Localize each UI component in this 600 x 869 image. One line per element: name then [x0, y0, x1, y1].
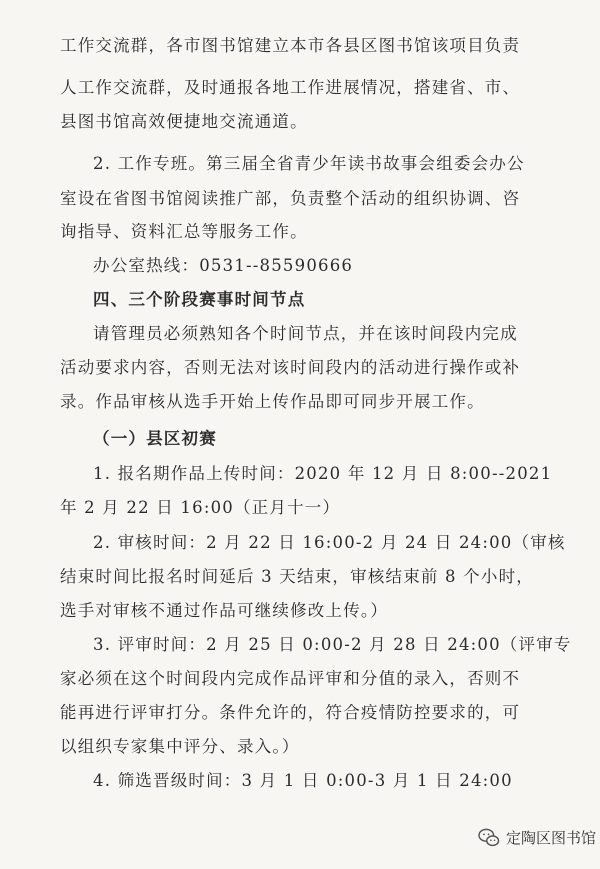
text-line: 录。作品审核从选手开始上传作品即可同步开展工作。 — [60, 392, 485, 411]
text-line: 工作交流群，各市图书馆建立本市各县区图书馆该项目负责 — [60, 36, 521, 55]
text-line: 室设在省图书馆阅读推广部，负责整个活动的组织协调、咨 — [60, 189, 521, 208]
text-line: 1. 报名期作品上传时间：2020 年 12 月 日 8:00--2021 — [93, 464, 553, 483]
text-line: 4. 筛选晋级时间：3 月 1 日 0:00-3 月 1 日 24:00 — [93, 771, 513, 790]
text-line: 2. 工作专班。第三届全省青少年读书故事会组委会办公 — [93, 154, 525, 173]
text-line: 3. 评审时间：2 月 25 日 0:00-2 月 28 日 24:00（评审专 — [93, 635, 572, 654]
text-line: 询指导、资料汇总等服务工作。 — [60, 222, 308, 241]
text-line: 能再进行评审打分。条件允许的，符合疫情防控要求的，可 — [60, 703, 521, 722]
text-line: 人工作交流群，及时通报各地工作进展情况，搭建省、市、 — [60, 78, 521, 97]
subsection-heading: （一）县区初赛 — [93, 429, 217, 448]
text-line: 请管理员必须熟知各个时间节点，并在该时间段内完成 — [93, 324, 518, 343]
watermark-text: 定陶区图书馆 — [506, 829, 597, 847]
wechat-icon — [478, 828, 500, 848]
text-line: 活动要求内容，否则无法对该时间段内的活动进行操作或补 — [60, 358, 521, 377]
text-line: 以组织专家集中评分、录入。） — [60, 737, 300, 756]
watermark — [478, 827, 596, 848]
text-line: 县图书馆高效便捷地交流通道。 — [60, 112, 308, 131]
text-line: 结束时间比报名时间延后 3 天结束，审核结束前 8 个小时， — [60, 567, 534, 586]
office-hotline: 办公室热线：0531--85590666 — [93, 256, 354, 275]
section-heading: 四、三个阶段赛事时间节点 — [93, 290, 306, 309]
text-line: 家必须在这个时间段内完成作品评审和分值的录入，否则不 — [60, 669, 521, 688]
text-line: 年 2 月 22 日 16:00（正月十一） — [60, 498, 341, 517]
text-line: 选手对审核不通过作品可继续修改上传。） — [60, 601, 389, 620]
text-line: 2. 审核时间：2 月 22 日 16:00-2 月 24 日 24:00（审核 — [93, 533, 566, 552]
